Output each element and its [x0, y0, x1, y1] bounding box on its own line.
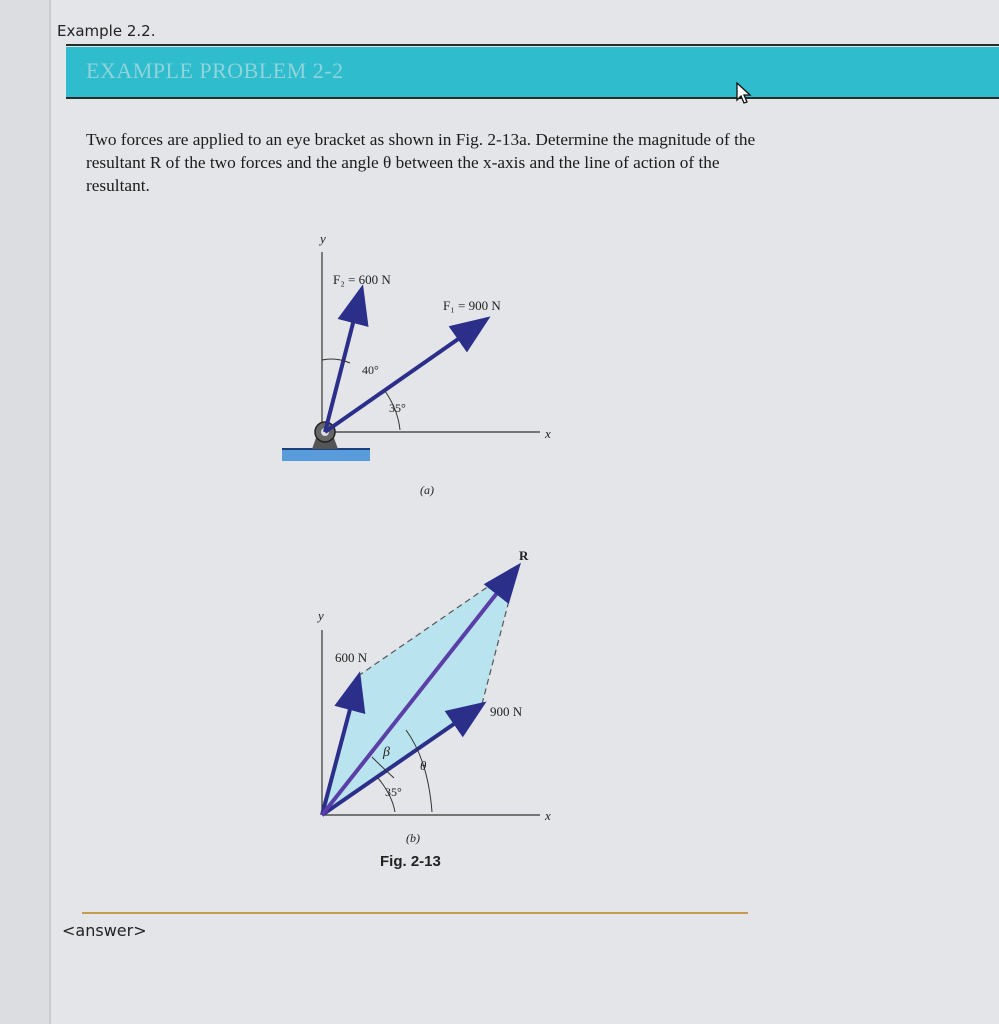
figure-caption: Fig. 2-13 [380, 853, 441, 870]
fig-b-resultant-label: R [519, 548, 529, 563]
fig-b-resultant-arrow [322, 569, 516, 815]
fig-b-beta-label: β [383, 745, 390, 760]
example-label: Example 2.2. [57, 22, 156, 40]
banner-title: EXAMPLE PROBLEM 2-2 [86, 58, 344, 83]
fig-b-y-label: y [318, 608, 324, 623]
fig-b-x-label: x [545, 808, 551, 823]
fig-b-caption: (b) [406, 831, 420, 845]
fig-a-y-label: y [320, 231, 326, 246]
fig-b-900-label: 900 N [490, 704, 523, 719]
problem-statement: Two forces are applied to an eye bracket as shown in Fig. 2-13a. Determine the magnitude of the resultant R of the two forces and the angle θ between the x-axis and the line of action of the resultant. [86, 130, 756, 195]
fig-b-angle-35: 35° [385, 785, 402, 799]
fig-a-angle-40: 40° [362, 363, 379, 377]
fig-b-600-label: 600 N [335, 650, 368, 665]
fig-a-f2-label: F₂ = 600 N [333, 272, 391, 287]
fig-a-f1-label: F₁ = 900 N [443, 298, 501, 313]
fig-a-ground [282, 449, 370, 461]
figure-b [316, 548, 551, 845]
fig-b-theta-label: θ [420, 758, 427, 773]
answer-divider [82, 912, 748, 914]
fig-a-caption: (a) [420, 483, 434, 497]
answer-placeholder: <answer> [62, 921, 147, 940]
fig-a-angle-35: 35° [389, 401, 406, 415]
figure-a [282, 231, 551, 497]
fig-a-x-label: x [545, 426, 551, 441]
fig-a-arc-40 [322, 359, 350, 363]
